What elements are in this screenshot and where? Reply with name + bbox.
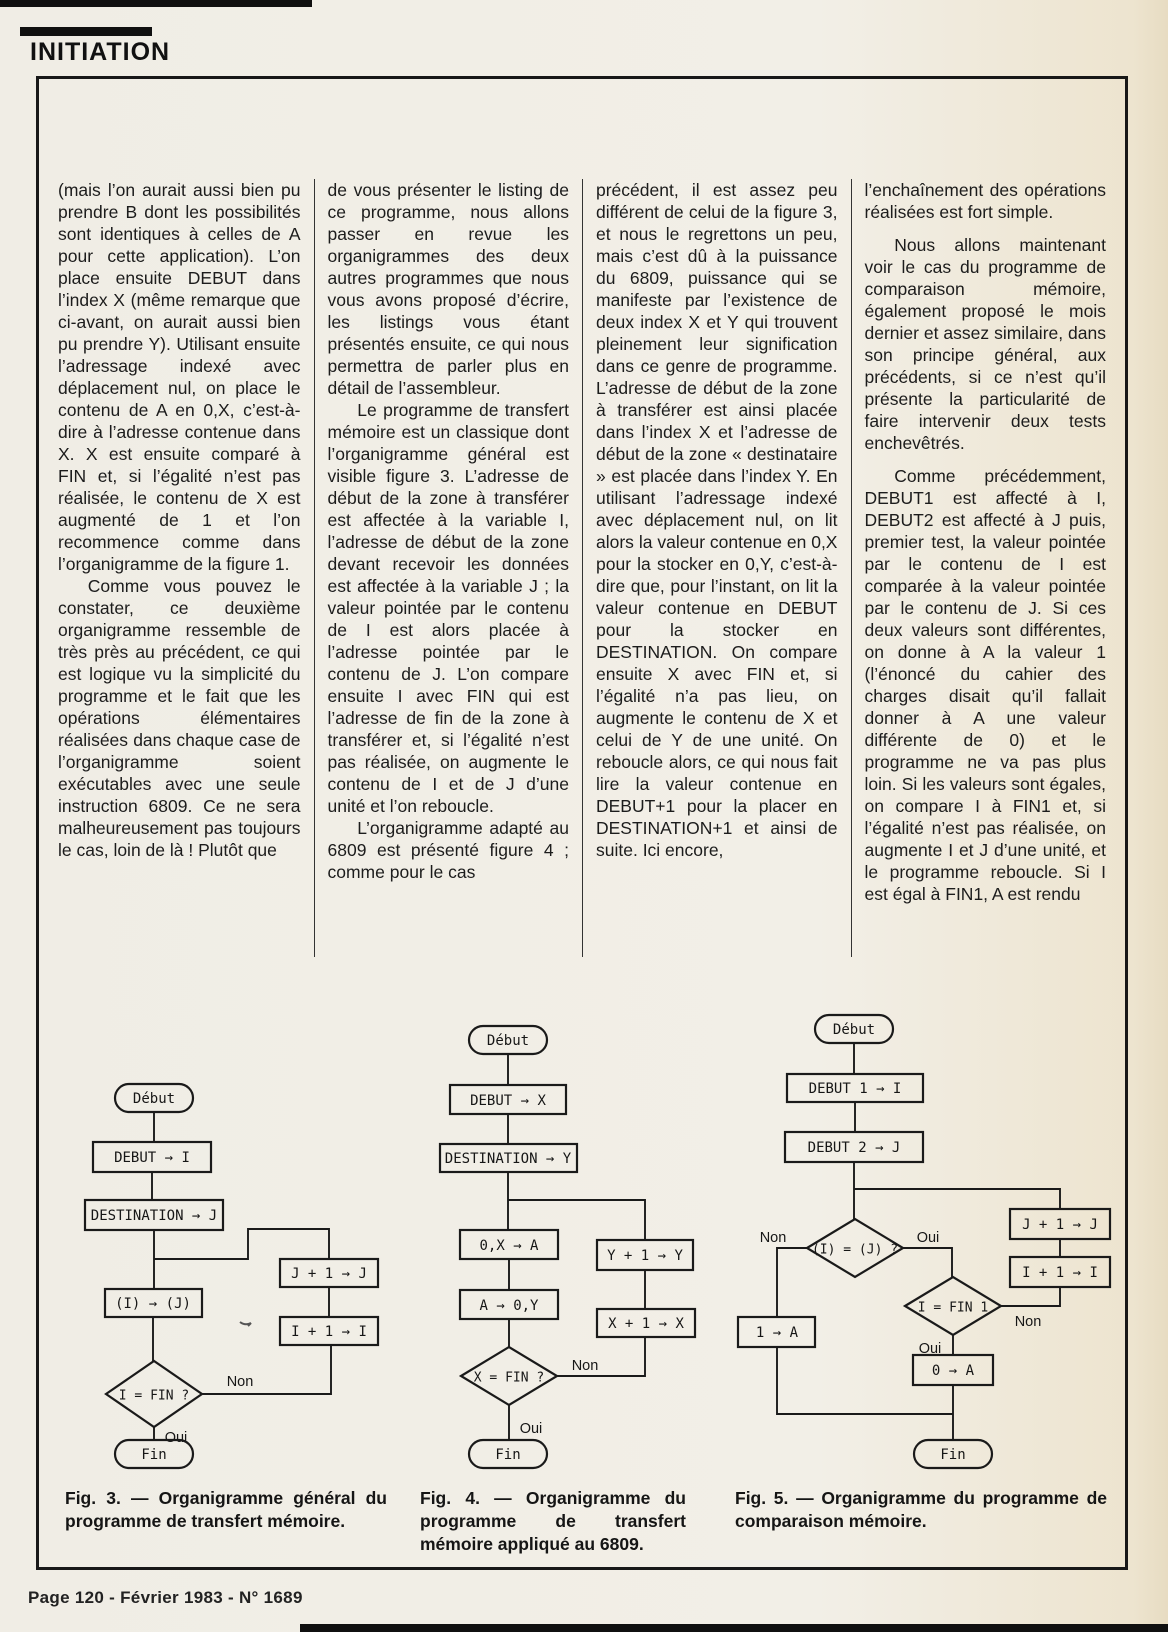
paragraph: (mais l’on aurait aussi bien pu prendre B dont les possibilités sont identiques à celles de A pour cette application). L’on place ensuite DEBUT dans l’index X (même remarque que ci-avant, on aurait aussi bien pu prendre Y). Utilisant ensuite l’adressage indexé avec déplacement nul, on place le contenu de A en 0,X, c’est-à-dire à l’adresse contenue dans X. X est ensuite comparé à FIN et, si l’égalité n’est pas réalisée, le contenu de X est augmenté de 1 et l’on recommence comme dans l’organigramme de la figure 1.	[58, 180, 301, 574]
decision-label: I = FIN 1	[917, 1300, 989, 1316]
process-label: J + 1 → J	[1022, 1217, 1098, 1233]
process-label: DESTINATION → Y	[444, 1151, 572, 1167]
scan-edge-artifact	[20, 27, 152, 36]
paragraph: Comme précédemment, DEBUT1 est affecté à I, DEBUT2 est affecté à J puis, premier test, la valeur pointée par le contenu de I est comparée à la valeur pointée par le contenu de J. Si ces deux valeurs sont différentes, on donne à A la valeur 1 (l’énoncé du cahier des charges disait qu’il fallait donner à A une valeur différente de 0) et le programme ne va pas plus loin. Si les valeurs sont égales, on compare I à FIN1 et, si l’égalité n’est pas réalisée, on augmente I et J d’une unité, et le programme reboucle. Si I est égal à FIN1, A est rendu	[864, 466, 1106, 904]
yes-branch-label: Oui	[164, 1430, 188, 1446]
process-label: 1 → A	[755, 1325, 799, 1341]
process-label: A → 0,Y	[479, 1298, 539, 1314]
process-label: DESTINATION → J	[90, 1208, 218, 1224]
yes-branch-line	[903, 1248, 952, 1277]
yes-branch-label: Oui	[519, 1421, 543, 1437]
ink-smudge	[240, 1322, 251, 1326]
decision-label: (I) = (J) ?	[811, 1242, 899, 1258]
scan-edge-artifact	[0, 0, 312, 7]
no-branch-label: Non	[1014, 1314, 1042, 1330]
flowchart-fig3	[85, 1084, 378, 1468]
process-label: I + 1 → I	[291, 1324, 367, 1340]
loop-return-line	[854, 1189, 1060, 1209]
fig4-caption: Fig. 4. — Organigramme du programme de transfert mémoire appliqué au 6809.	[420, 1488, 686, 1554]
text-column-3	[582, 179, 851, 957]
text-column-2	[314, 179, 583, 957]
process-label: 0 → A	[931, 1363, 975, 1379]
no-branch-label: Non	[759, 1230, 787, 1246]
process-label: Y + 1 → Y	[607, 1248, 683, 1264]
no-branch-line	[557, 1337, 645, 1376]
paragraph: Le programme de transfert mémoire est un classique dont l’organigramme général est visible figure 3. L’adresse de début de la zone à transférer est affectée à la variable I, l’adresse de début de la zone devant recevoir les données est affectée à la variable J ; la valeur pointée par le contenu de I est alors placée à l’adresse pointée par le contenu de J. L’on compare ensuite I avec FIN qui est l’adresse de fin de la zone à transférer et, si l’égalité n’est pas réalisée, on augmente le contenu de I et de J d’une unité et l’on reboucle.	[327, 400, 569, 816]
terminator-start-label: Début	[832, 1022, 876, 1038]
section-title: INITIATION	[30, 38, 171, 66]
text-column-1	[45, 179, 314, 957]
no-branch-line	[1001, 1287, 1060, 1306]
terminator-end-label: Fin	[141, 1447, 167, 1463]
fig3-caption: Fig. 3. — Organigramme général du programme de transfert mémoire.	[65, 1488, 387, 1531]
process-label: 0,X → A	[479, 1238, 539, 1254]
process-label: DEBUT 2 → J	[807, 1140, 901, 1156]
no-branch-join-line	[777, 1347, 953, 1414]
paragraph: précédent, il est assez peu différent de celui de la figure 3, et nous le regrettons un peu, mais c’est dû à la puissance du 6809, puissance qui se manifeste par l’existence de deux index X et Y qui trouvent pleinement leur signification dans ce genre de programme. L’adresse de début de la zone à transférer est ainsi placée dans l’index X et l’adresse de début de la zone « destinataire » est placée dans l’index Y. En utilisant l’adressage indexé avec déplacement nul, on lit alors la valeur contenue en 0,X pour la stocker en 0,Y, c’est-à-dire que, pour l’instant, on lit la valeur contenue en DEBUT pour la stocker en DESTINATION. On compare ensuite X avec FIN et, si l’égalité n’a pas lieu, on augmente le contenu de X et celui de Y de une unité. On reboucle alors, ce qui nous fait lire la valeur contenue en DEBUT+1 pour la placer en DESTINATION+1 et ainsi de suite. Ici encore,	[596, 180, 838, 860]
flowcharts-figure-area	[40, 962, 1130, 1474]
paragraph: L’organigramme adapté au 6809 est présenté figure 4 ; comme pour le cas	[327, 818, 569, 882]
paragraph: Comme vous pouvez le constater, ce deuxième organigramme ressemble de très près au précédent, ce qui est logique vu la simplicité du programme et le fait que les opérations élémentaires réalisées dans chaque case de l’organigramme soient exécutables avec une seule instruction 6809. Ce ne sera malheureusement pas toujours le cas, loin de là ! Plutôt que	[58, 576, 301, 860]
flowchart-fig4	[440, 1026, 695, 1468]
page-footer: Page 120 - Février 1983 - N° 1689	[28, 1588, 303, 1607]
loop-return-line	[154, 1229, 329, 1259]
text-column-4	[851, 179, 1120, 957]
article-frame	[36, 76, 1128, 1570]
no-branch-label: Non	[226, 1374, 254, 1390]
article-columns	[45, 179, 1119, 957]
process-label: DEBUT → X	[470, 1093, 546, 1109]
process-label: DEBUT 1 → I	[808, 1081, 902, 1097]
decision-label: I = FIN ?	[118, 1388, 190, 1404]
process-label: I + 1 → I	[1022, 1265, 1098, 1281]
process-label: J + 1 → J	[291, 1266, 367, 1282]
process-label: (I) → (J)	[115, 1296, 191, 1312]
paragraph: de vous présenter le listing de ce programme, nous allons passer en revue les organigrammes des deux autres programmes que nous vous avons proposé d’écrire, les listings vous étant présentés ensuite, ce qui nous permettra de parler plus en détail de l’assembleur.	[327, 180, 569, 398]
terminator-start-label: Début	[132, 1091, 176, 1107]
terminator-start-label: Début	[486, 1033, 530, 1049]
scan-edge-artifact	[300, 1624, 1168, 1632]
fig5-caption: Fig. 5. — Organigramme du programme de comparaison mémoire.	[735, 1488, 1107, 1531]
no-branch-label: Non	[571, 1358, 599, 1374]
no-branch-line	[777, 1248, 807, 1317]
no-branch-line	[202, 1345, 331, 1394]
loop-return-line	[508, 1200, 645, 1240]
terminator-end-label: Fin	[940, 1447, 966, 1463]
terminator-end-label: Fin	[495, 1447, 521, 1463]
paragraph: Nous allons maintenant voir le cas du programme de comparaison mémoire, également proposé le mois dernier et assez similaire, dans son principe général, aux précédents, si ce n’est qu’il présente la particularité de faire intervenir deux tests enchevêtrés.	[864, 235, 1106, 453]
process-label: DEBUT → I	[114, 1150, 190, 1166]
yes-branch-label: Oui	[916, 1230, 940, 1246]
process-label: X + 1 → X	[608, 1316, 684, 1332]
decision-label: X = FIN ?	[473, 1370, 545, 1386]
paragraph: l’enchaînement des opérations réalisées est fort simple.	[864, 180, 1106, 222]
flowchart-fig5	[738, 1015, 1110, 1468]
yes-branch-label: Oui	[918, 1341, 942, 1357]
